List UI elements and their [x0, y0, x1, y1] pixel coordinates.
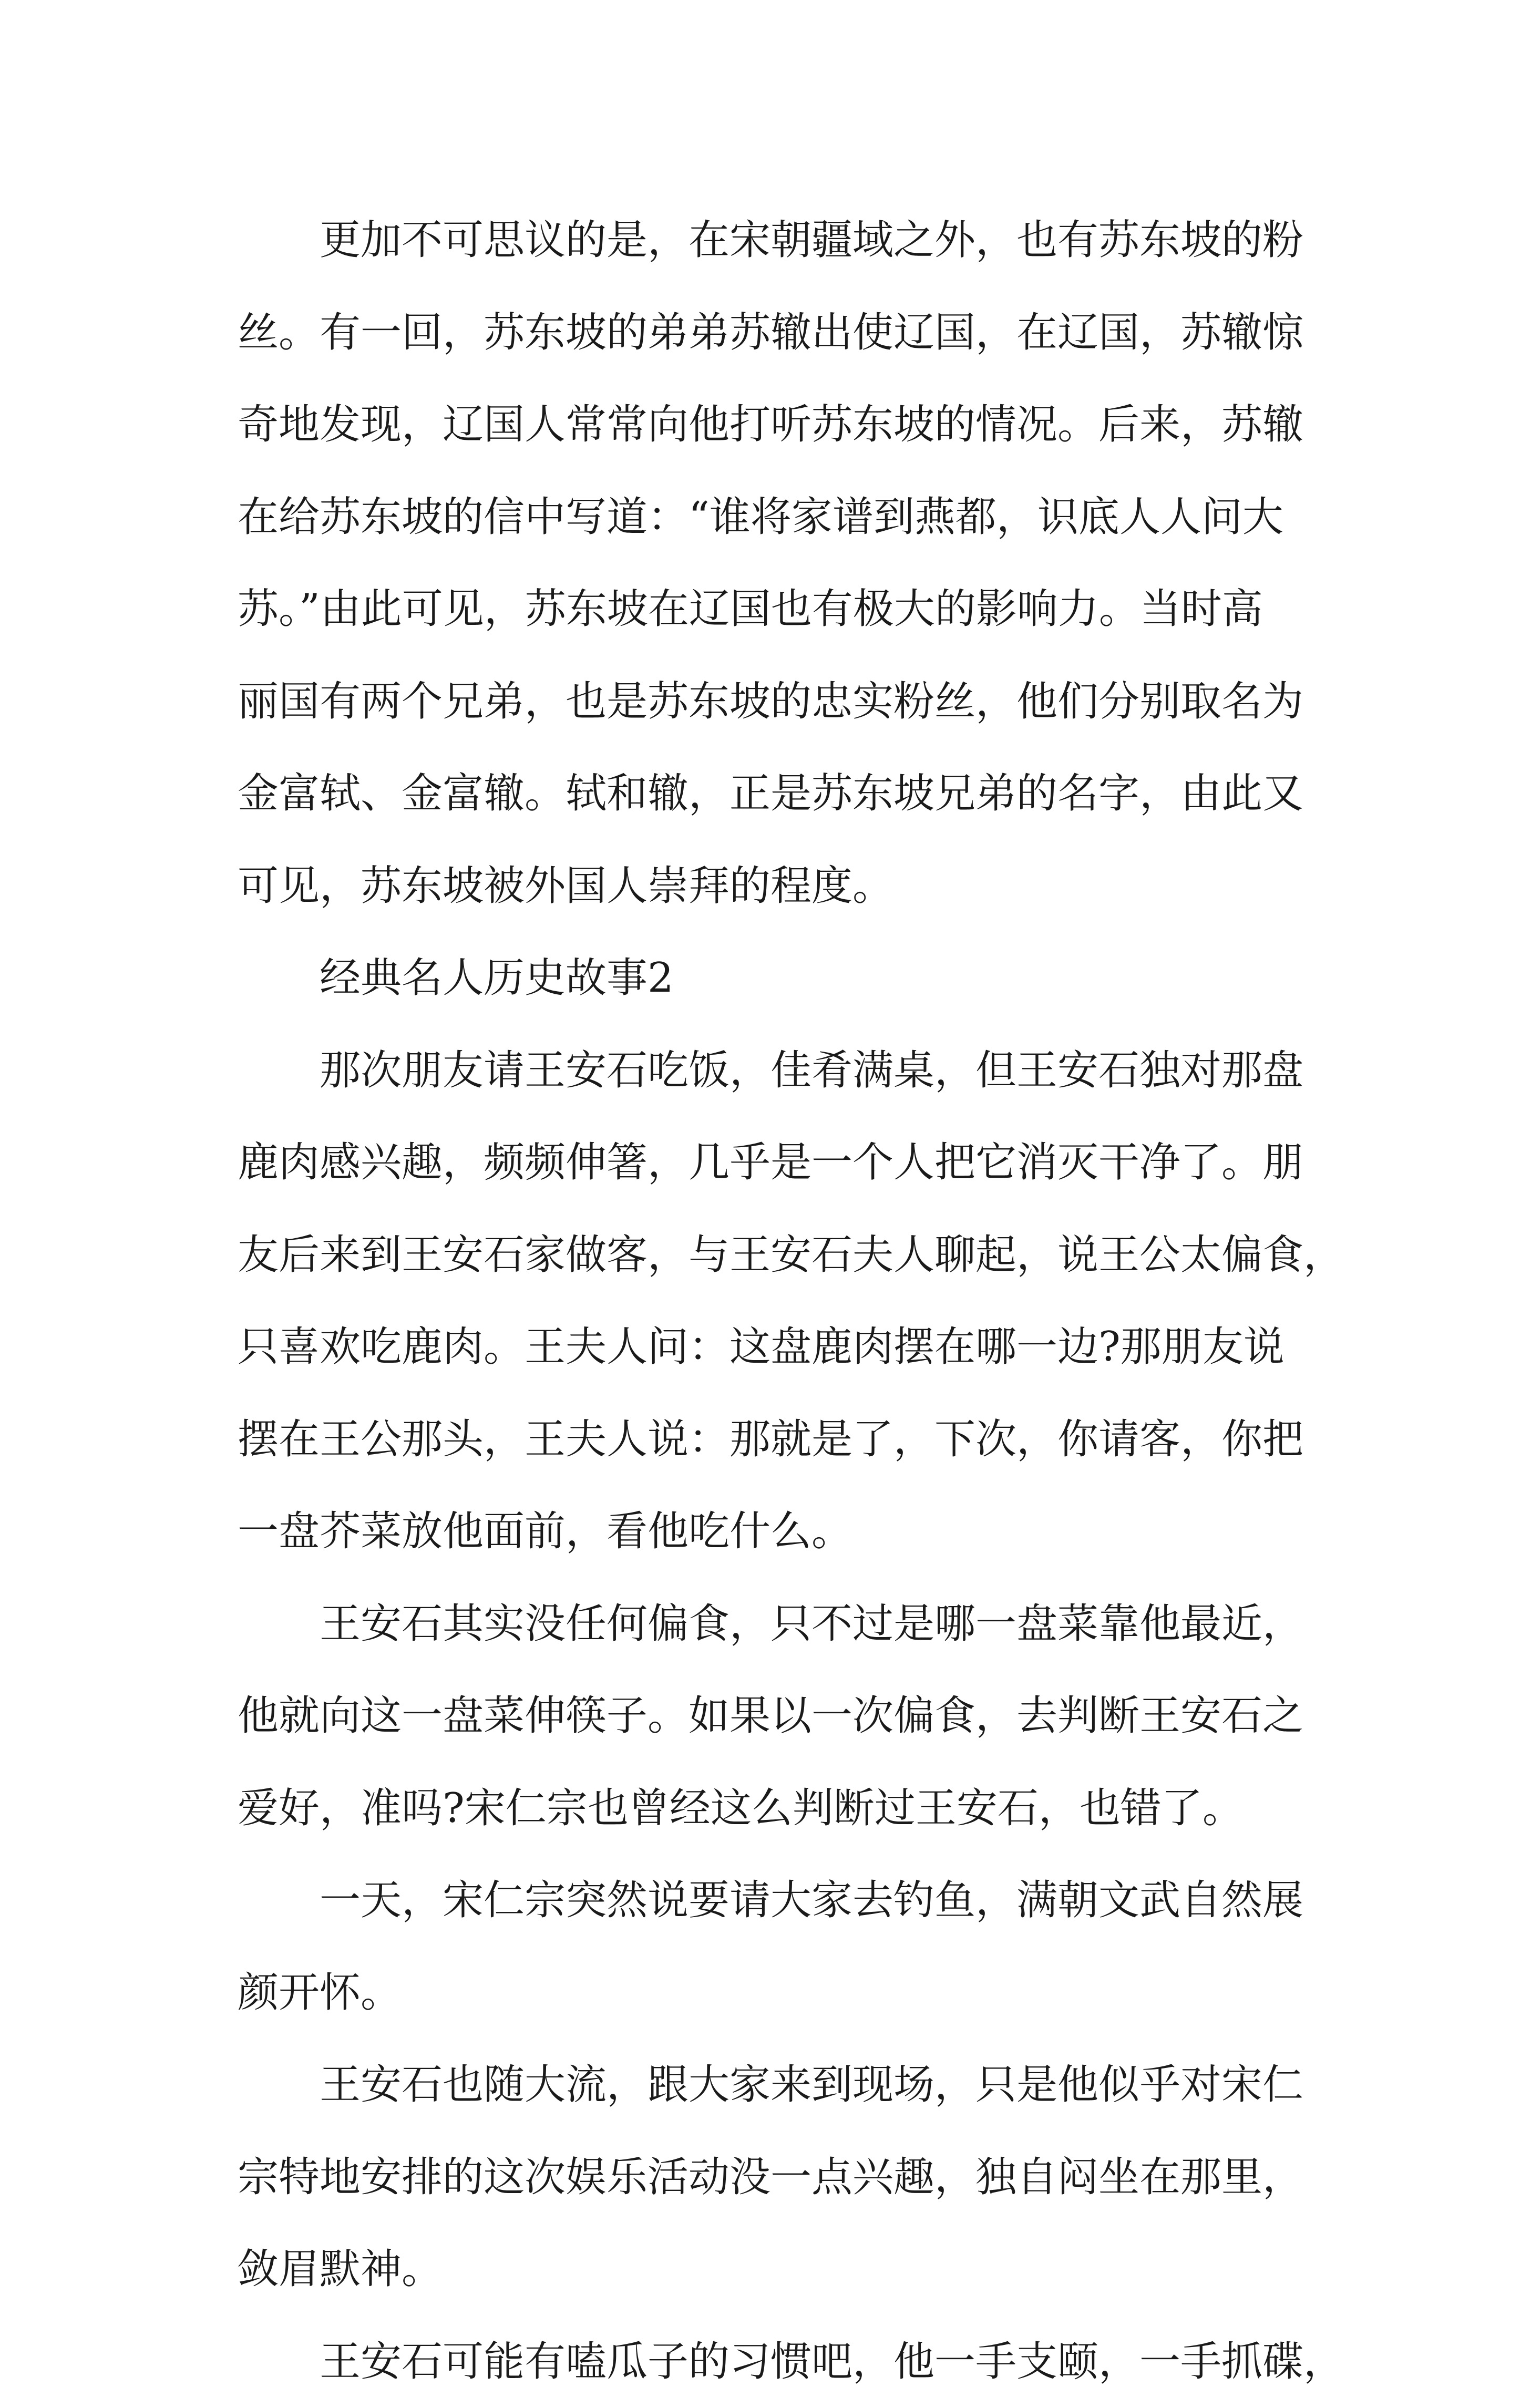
text-line: 一盘芥菜放他面前，看他吃什么。	[238, 1486, 1289, 1578]
text-line: 王安石也随大流，跟大家来到现场，只是他似乎对宋仁	[238, 2039, 1289, 2132]
text-line: 宗特地安排的这次娱乐活动没一点兴趣，独自闷坐在那里，	[238, 2132, 1289, 2224]
text-line: 一天，宋仁宗突然说要请大家去钓鱼，满朝文武自然展	[238, 1855, 1289, 1947]
text-line: 更加不可思议的是，在宋朝疆域之外，也有苏东坡的粉	[238, 194, 1289, 287]
text-line: 丽国有两个兄弟，也是苏东坡的忠实粉丝，他们分别取名为	[238, 656, 1289, 748]
text-line: 鹿肉感兴趣，频频伸箸，几乎是一个人把它消灭干净了。朋	[238, 1117, 1289, 1209]
text-line: 他就向这一盘菜伸筷子。如果以一次偏食，去判断王安石之	[238, 1670, 1289, 1763]
text-line: 爱好，准吗?宋仁宗也曾经这么判断过王安石，也错了。	[238, 1763, 1289, 1855]
text-line: 经典名人历史故事2	[238, 932, 1289, 1025]
text-line: 摆在王公那头，王夫人说：那就是了，下次，你请客，你把	[238, 1394, 1289, 1486]
text-line: 金富轼、金富辙。轼和辙，正是苏东坡兄弟的名字，由此又	[238, 748, 1289, 840]
text-line: 奇地发现，辽国人常常向他打听苏东坡的情况。后来，苏辙	[238, 379, 1289, 471]
text-line: 那次朋友请王安石吃饭，佳肴满桌，但王安石独对那盘	[238, 1025, 1289, 1117]
text-line: 颜开怀。	[238, 1947, 1289, 2040]
body-text	[238, 194, 1289, 2408]
text-line: 在给苏东坡的信中写道：“谁将家谱到燕都，识底人人问大	[238, 471, 1289, 564]
text-line: 只喜欢吃鹿肉。王夫人问：这盘鹿肉摆在哪一边?那朋友说	[238, 1301, 1289, 1394]
text-line: 友后来到王安石家做客，与王安石夫人聊起，说王公太偏食，	[238, 1209, 1289, 1302]
text-line: 可见，苏东坡被外国人崇拜的程度。	[238, 840, 1289, 933]
text-line: 苏。”由此可见，苏东坡在辽国也有极大的影响力。当时高	[238, 563, 1289, 656]
text-line: 王安石可能有嗑瓜子的习惯吧，他一手支颐，一手抓碟，	[238, 2316, 1289, 2408]
text-line: 敛眉默神。	[238, 2224, 1289, 2316]
text-line: 王安石其实没任何偏食，只不过是哪一盘菜靠他最近，	[238, 1578, 1289, 1671]
text-line: 丝。有一回，苏东坡的弟弟苏辙出使辽国，在辽国，苏辙惊	[238, 287, 1289, 379]
